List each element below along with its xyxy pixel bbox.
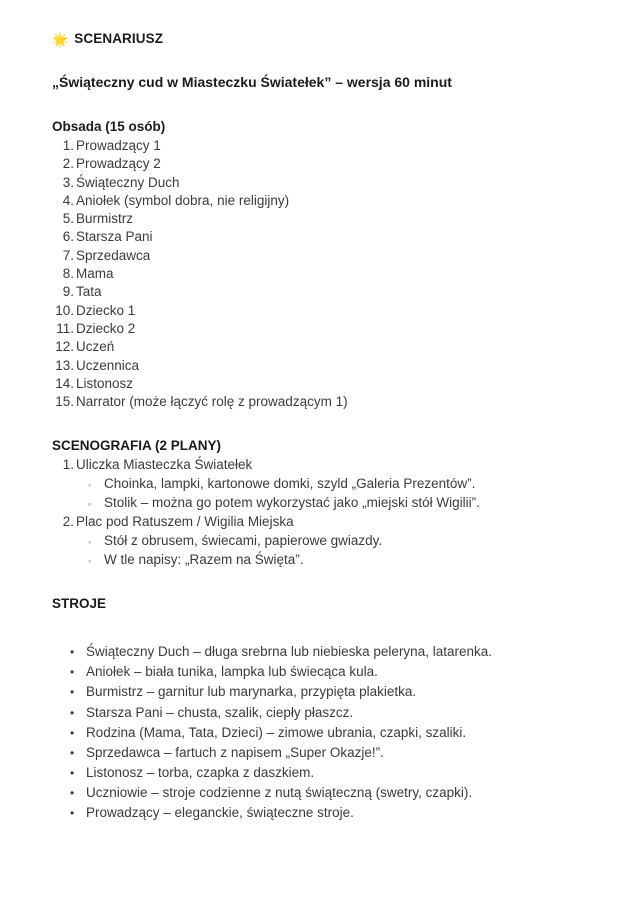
hollow-bullet-icon: ◦ xyxy=(88,479,92,490)
list-item xyxy=(52,513,587,570)
list-number: 10. xyxy=(55,302,74,318)
list-text: Sprzedawca xyxy=(76,247,151,263)
sub-list-item xyxy=(88,551,587,570)
list-item xyxy=(52,456,587,513)
costumes-list xyxy=(52,614,587,823)
list-text: Aniołek – biała tunika, lampka lub świecąca kula. xyxy=(86,664,378,680)
bullet-icon: • xyxy=(70,765,75,780)
list-number: 1. xyxy=(62,138,74,153)
list-item xyxy=(52,265,587,283)
list-text: Prowadzący 2 xyxy=(76,156,161,172)
list-number: 3. xyxy=(62,174,74,190)
list-item xyxy=(52,210,587,228)
list-item xyxy=(52,338,587,356)
sub-list-item xyxy=(88,532,587,551)
glowing-star-icon: 🌟 xyxy=(52,31,69,47)
section-heading-obsada: Obsada (15 osób) xyxy=(52,119,166,134)
list-text: Prowadzący – eleganckie, świąteczne stroje. xyxy=(86,804,354,820)
list-item xyxy=(70,703,587,723)
list-item xyxy=(70,642,587,662)
list-text: Mama xyxy=(76,266,114,282)
list-number: 4. xyxy=(62,192,74,208)
bullet-icon: • xyxy=(70,785,75,800)
list-item xyxy=(52,155,587,173)
list-text: Rodzina (Mama, Tata, Dzieci) – zimowe ubrania, czapki, szaliki. xyxy=(86,724,467,740)
list-item xyxy=(70,783,587,803)
list-item xyxy=(52,137,587,155)
document-subtitle: „Świąteczny cud w Miasteczku Światełek” – wersja 60 minut xyxy=(52,74,452,90)
list-item xyxy=(52,302,587,320)
list-item xyxy=(52,357,587,375)
bullet-icon: • xyxy=(70,685,75,700)
list-text: Plac pod Ratuszem / Wigilia Miejska xyxy=(76,514,294,530)
list-number: 7. xyxy=(62,247,74,263)
list-text: Narrator (może łączyć rolę z prowadzącym 1) xyxy=(76,394,348,410)
list-number: 5. xyxy=(62,211,74,227)
list-text: Uczeń xyxy=(76,339,115,355)
page-title-text: SCENARIUSZ xyxy=(74,31,164,46)
list-text: Dziecko 2 xyxy=(76,320,136,336)
list-item xyxy=(70,803,587,823)
list-number: 13. xyxy=(55,357,74,373)
scenography-list xyxy=(52,456,587,570)
section-heading-scenografia: SCENOGRAFIA (2 PLANY) xyxy=(52,438,222,454)
list-number: 2. xyxy=(62,514,74,530)
sub-list xyxy=(52,532,587,571)
list-text: Świąteczny Duch xyxy=(76,174,180,190)
bullet-icon: • xyxy=(70,665,75,680)
list-number: 6. xyxy=(62,229,74,245)
list-text: Listonosz xyxy=(76,375,134,391)
list-text: Starsza Pani – chusta, szalik, ciepły płaszcz. xyxy=(86,704,354,720)
list-item xyxy=(52,228,587,246)
sub-list-text: Stolik – można go potem wykorzystać jako „miejski stół Wigilii”. xyxy=(104,495,480,511)
list-number: 8. xyxy=(62,266,74,282)
list-text: Uczennica xyxy=(76,357,140,373)
list-number: 1. xyxy=(62,457,74,473)
list-item xyxy=(52,283,587,301)
list-item xyxy=(52,393,587,411)
list-text: Prowadzący 1 xyxy=(76,138,161,153)
list-number: 9. xyxy=(62,284,74,300)
sub-list-item xyxy=(88,494,587,513)
bullet-icon: • xyxy=(70,725,75,740)
list-text: Starsza Pani xyxy=(76,229,153,245)
bullet-icon: • xyxy=(70,645,75,660)
list-number: 14. xyxy=(55,375,74,391)
list-text: Aniołek (symbol dobra, nie religijny) xyxy=(76,192,290,208)
list-item xyxy=(70,662,587,682)
list-text: Burmistrz xyxy=(76,211,133,227)
list-text: Sprzedawca – fartuch z napisem „Super Okazje!”. xyxy=(86,744,384,760)
list-item xyxy=(52,192,587,210)
list-item xyxy=(52,174,587,192)
bullet-icon: • xyxy=(70,745,75,760)
list-item xyxy=(52,375,587,393)
list-text: Uczniowie – stroje codzienne z nutą świąteczną (swetry, czapki). xyxy=(86,784,473,800)
section-heading-stroje: STROJE xyxy=(52,596,107,612)
list-item xyxy=(70,763,587,783)
sub-list xyxy=(52,475,587,514)
sub-list-item xyxy=(88,475,587,494)
list-text: Dziecko 1 xyxy=(76,302,136,318)
list-item xyxy=(70,743,587,763)
sub-list-text: Choinka, lampki, kartonowe domki, szyld „Galeria Prezentów”. xyxy=(104,475,476,491)
list-item xyxy=(70,682,587,702)
list-text: Burmistrz – garnitur lub marynarka, przypięta plakietka. xyxy=(86,684,417,700)
sub-list-text: Stół z obrusem, świecami, papierowe gwiazdy. xyxy=(104,532,383,548)
hollow-bullet-icon: ◦ xyxy=(88,555,92,566)
hollow-bullet-icon: ◦ xyxy=(88,536,92,547)
list-number: 2. xyxy=(62,156,74,172)
list-number: 11. xyxy=(56,320,74,336)
list-text: Świąteczny Duch – długa srebrna lub niebieska peleryna, latarenka. xyxy=(86,644,492,660)
bullet-icon: • xyxy=(70,705,75,720)
list-number: 12. xyxy=(55,339,74,355)
list-item xyxy=(70,723,587,743)
list-text: Uliczka Miasteczka Światełek xyxy=(76,457,253,473)
hollow-bullet-icon: ◦ xyxy=(88,499,92,510)
page-title xyxy=(52,24,587,48)
cast-list xyxy=(52,137,587,411)
bullet-icon: • xyxy=(70,805,75,820)
list-text: Listonosz – torba, czapka z daszkiem. xyxy=(86,764,315,780)
list-item xyxy=(52,247,587,265)
list-text: Tata xyxy=(76,284,102,300)
list-number: 15. xyxy=(55,394,74,410)
list-item xyxy=(52,320,587,338)
sub-list-text: W tle napisy: „Razem na Święta”. xyxy=(104,551,304,567)
